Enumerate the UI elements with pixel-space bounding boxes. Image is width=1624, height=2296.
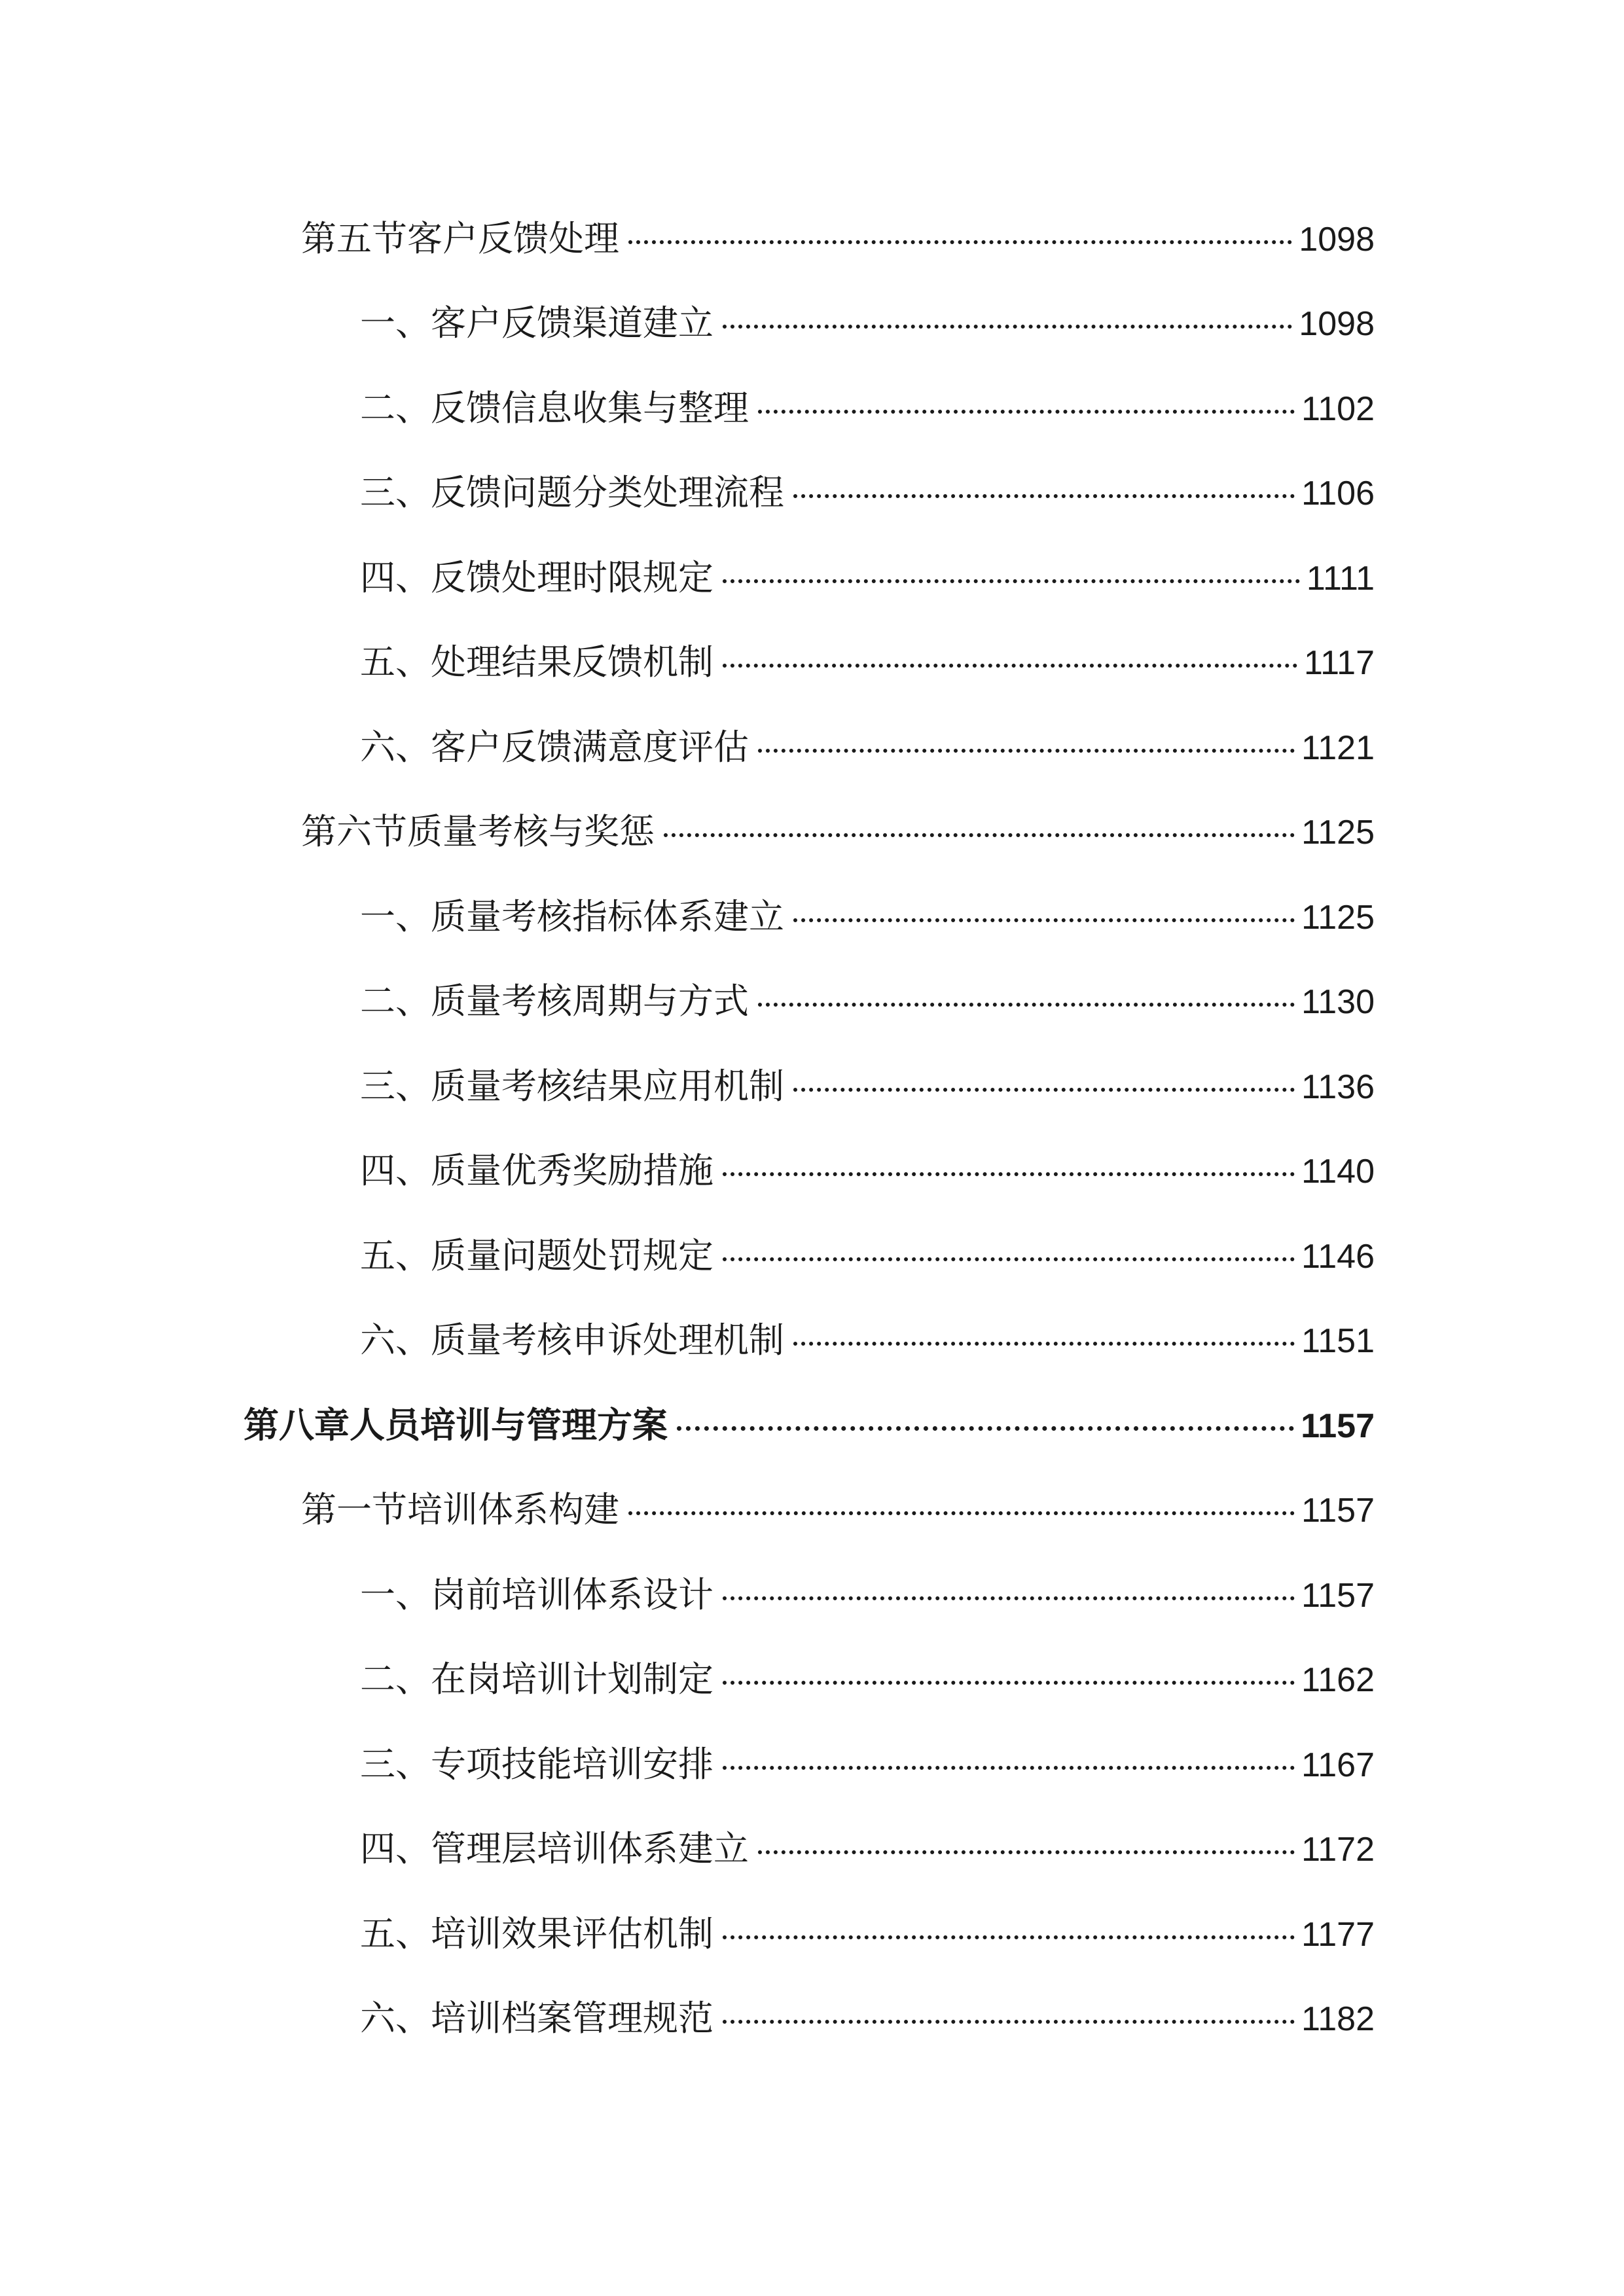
dot-leader (723, 1596, 1295, 1600)
toc-entry-page: 1151 (1301, 1322, 1375, 1360)
toc-entry-title: 二、反馈信息收集与整理 (360, 387, 749, 429)
toc-entry-title: 三、质量考核结果应用机制 (360, 1066, 784, 1107)
toc-entry-subsection[interactable] (360, 1314, 1375, 1367)
toc-entry-page: 1117 (1304, 644, 1375, 682)
toc-entry-subsection[interactable] (360, 891, 1375, 943)
toc-entry-section[interactable] (301, 213, 1375, 265)
toc-entry-page: 1111 (1306, 560, 1375, 598)
toc-entry-page: 1157 (1301, 1577, 1375, 1615)
dot-leader (723, 1172, 1295, 1176)
toc-entry-page: 1121 (1301, 729, 1375, 767)
toc-entry-subsection[interactable] (360, 1992, 1375, 2045)
toc-entry-page: 1098 (1299, 221, 1375, 259)
toc-entry-section[interactable] (301, 806, 1375, 858)
toc-entry-subsection[interactable] (360, 1145, 1375, 1197)
dot-leader (664, 833, 1295, 837)
toc-entry-page: 1098 (1299, 305, 1375, 343)
toc-entry-page: 1167 (1301, 1746, 1375, 1784)
dot-leader (723, 325, 1292, 329)
toc-entry-title: 三、反馈问题分类处理流程 (360, 472, 784, 513)
dot-leader (723, 664, 1297, 668)
toc-entry-title: 三、专项技能培训安排 (360, 1744, 713, 1785)
toc-entry-subsection[interactable] (360, 975, 1375, 1028)
toc-entry-title: 一、岗前培训体系设计 (360, 1574, 713, 1615)
toc-entry-page: 1157 (1301, 1492, 1375, 1530)
toc-entry-title: 五、质量问题处罚规定 (360, 1235, 713, 1276)
toc-entry-subsection[interactable] (360, 721, 1375, 774)
dot-leader (677, 1426, 1294, 1431)
toc-entry-page: 1146 (1301, 1238, 1375, 1276)
dot-leader (723, 579, 1300, 583)
toc-entry-title: 四、管理层培训体系建立 (360, 1828, 749, 1869)
toc-entry-section[interactable] (301, 1484, 1375, 1536)
toc-entry-title: 一、客户反馈渠道建立 (360, 302, 713, 344)
toc-entry-page: 1172 (1301, 1831, 1375, 1869)
toc-entry-title: 四、质量优秀奖励措施 (360, 1150, 713, 1191)
dot-leader (758, 410, 1295, 414)
toc-entry-title: 一、质量考核指标体系建立 (360, 896, 784, 937)
dot-leader (793, 494, 1295, 498)
toc-entry-page: 1162 (1301, 1661, 1375, 1699)
toc-entry-title: 五、培训效果评估机制 (360, 1913, 713, 1954)
toc-entry-title: 六、质量考核申诉处理机制 (360, 1319, 784, 1361)
toc-entry-title: 五、处理结果反馈机制 (360, 641, 713, 683)
toc-entry-subsection[interactable] (360, 1230, 1375, 1282)
toc-entry-title: 第一节培训体系构建 (301, 1489, 619, 1530)
dot-leader (628, 1511, 1295, 1515)
toc-entry-title: 六、客户反馈满意度评估 (360, 726, 749, 768)
dot-leader (758, 1003, 1295, 1007)
toc-entry-subsection[interactable] (360, 1823, 1375, 1875)
toc-entry-subsection[interactable] (360, 1653, 1375, 1706)
toc-entry-page: 1157 (1301, 1407, 1375, 1445)
toc-entry-subsection[interactable] (360, 636, 1375, 689)
toc-entry-page: 1125 (1301, 814, 1375, 852)
toc-entry-title: 第八章人员培训与管理方案 (244, 1405, 668, 1446)
dot-leader (758, 1850, 1295, 1854)
toc-entry-page: 1102 (1301, 390, 1375, 428)
toc-entry-title: 六、培训档案管理规范 (360, 1998, 713, 2039)
dot-leader (793, 1342, 1295, 1346)
toc-entry-page: 1177 (1301, 1916, 1375, 1954)
dot-leader (723, 1766, 1295, 1770)
toc-entry-chapter[interactable] (244, 1399, 1375, 1452)
toc-entry-subsection[interactable] (360, 297, 1375, 350)
toc-entry-subsection[interactable] (360, 1908, 1375, 1960)
dot-leader (793, 918, 1295, 922)
toc-entry-subsection[interactable] (360, 1060, 1375, 1113)
toc-entry-subsection[interactable] (360, 1569, 1375, 1621)
toc-entry-title: 第五节客户反馈处理 (301, 218, 619, 259)
toc-entry-page: 1106 (1301, 475, 1375, 512)
toc-entry-page: 1130 (1301, 983, 1375, 1021)
toc-entry-subsection[interactable] (360, 552, 1375, 604)
dot-leader (793, 1088, 1295, 1092)
toc-entry-subsection[interactable] (360, 382, 1375, 435)
toc-entry-title: 四、反馈处理时限规定 (360, 557, 713, 598)
toc-entry-subsection[interactable] (360, 1738, 1375, 1791)
dot-leader (723, 1257, 1295, 1261)
toc-entry-page: 1182 (1301, 2000, 1375, 2038)
dot-leader (758, 749, 1295, 753)
dot-leader (628, 240, 1292, 244)
dot-leader (723, 1681, 1295, 1685)
toc-entry-subsection[interactable] (360, 467, 1375, 519)
toc-entry-page: 1136 (1301, 1068, 1375, 1106)
dot-leader (723, 2020, 1295, 2024)
toc-entry-page: 1125 (1301, 899, 1375, 937)
toc-entry-title: 二、在岗培训计划制定 (360, 1659, 713, 1700)
dot-leader (723, 1935, 1295, 1939)
toc-entry-title: 第六节质量考核与奖惩 (301, 811, 655, 852)
toc-entry-page: 1140 (1301, 1153, 1375, 1191)
toc-entry-title: 二、质量考核周期与方式 (360, 980, 749, 1022)
